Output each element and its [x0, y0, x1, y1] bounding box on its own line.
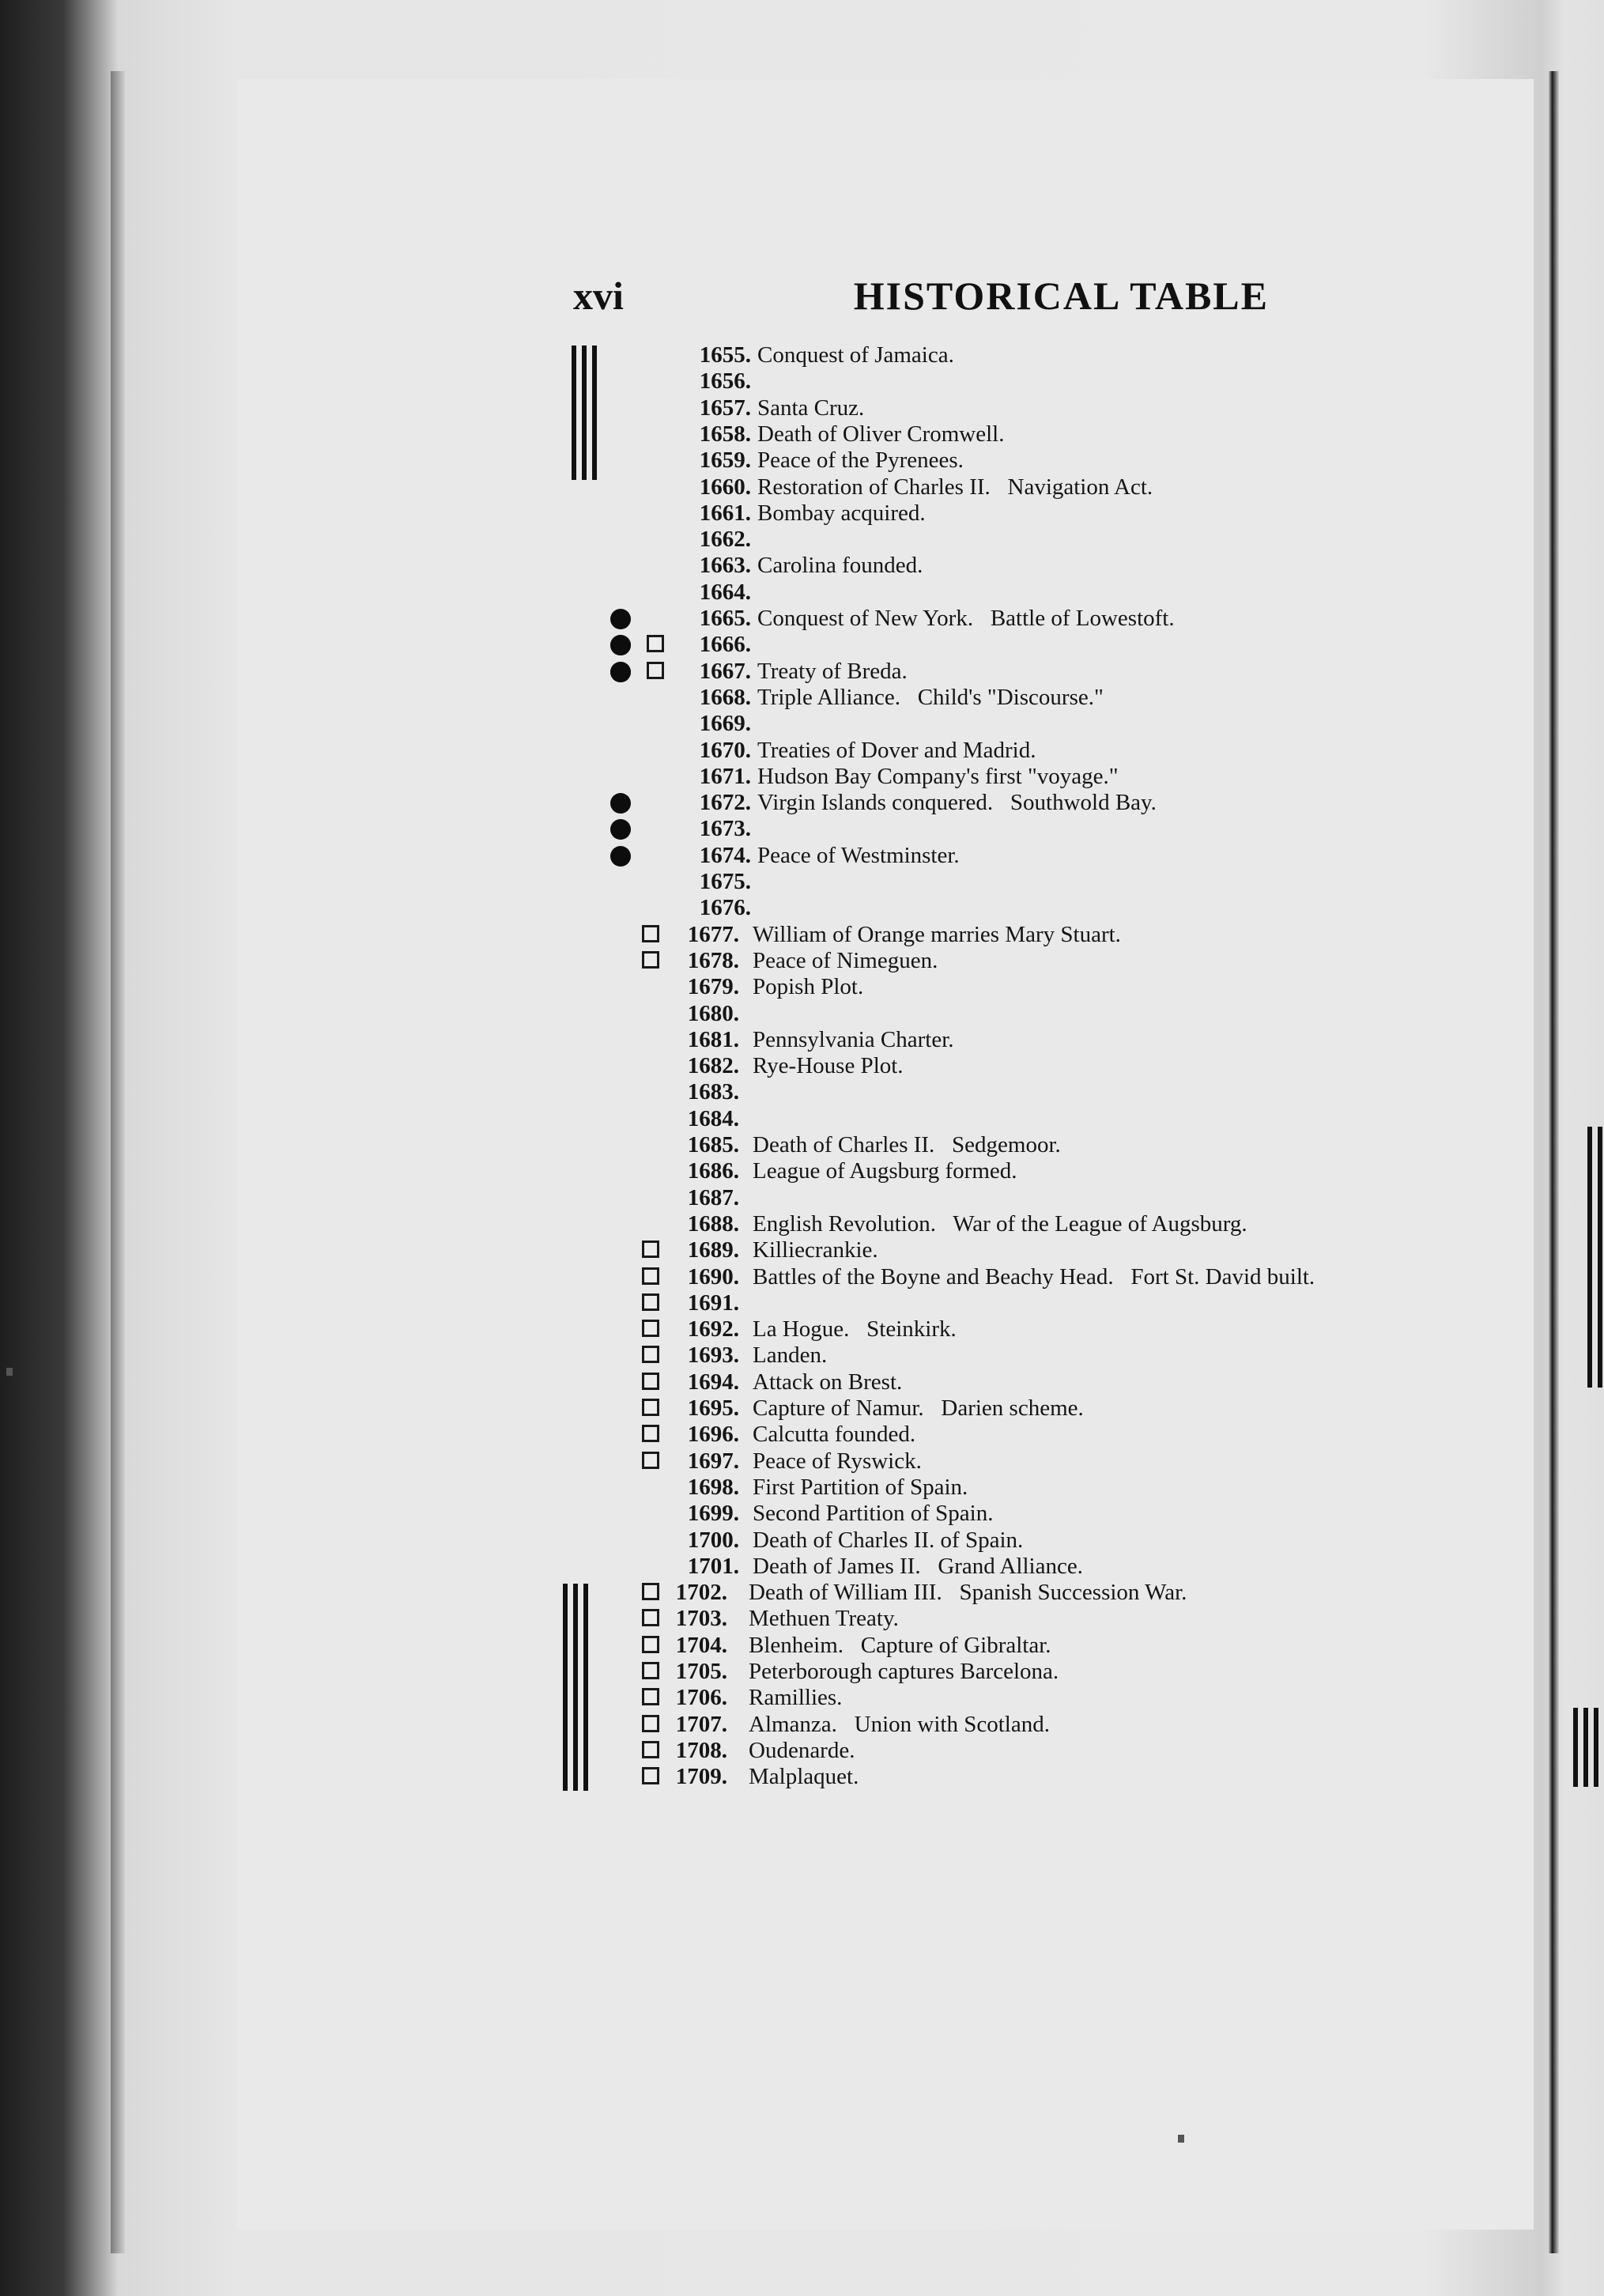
table-row	[0, 447, 1604, 474]
event-text: Hudson Bay Company's first "voyage."	[757, 763, 1119, 789]
year: 1655.	[699, 342, 751, 368]
table-row	[0, 1475, 1604, 1501]
event-text: Blenheim. Capture of Gibraltar.	[749, 1632, 1051, 1658]
event-text: Methuen Treaty.	[749, 1606, 899, 1632]
event-text: Capture of Namur. Darien scheme.	[753, 1395, 1084, 1421]
year: 1673.	[699, 816, 751, 842]
event-text: Landen.	[753, 1342, 828, 1369]
open-square-icon	[642, 951, 659, 969]
open-square-icon	[642, 1241, 659, 1258]
table-row	[0, 1027, 1604, 1053]
table-row	[0, 1606, 1604, 1632]
year: 1686.	[687, 1158, 739, 1184]
event-text: Triple Alliance. Child's "Discourse."	[757, 684, 1104, 710]
year: 1705.	[675, 1659, 727, 1684]
table-row	[0, 553, 1604, 579]
year: 1678.	[687, 947, 739, 973]
open-square-icon	[642, 1267, 659, 1285]
table-row	[0, 395, 1604, 421]
year: 1702.	[675, 1580, 727, 1606]
year: 1707.	[675, 1711, 727, 1737]
year: 1691.	[687, 1290, 739, 1316]
filled-circle-icon	[610, 662, 631, 682]
vertical-rule-marker	[572, 346, 597, 480]
table-row	[0, 738, 1604, 764]
table-row	[0, 869, 1604, 895]
event-text: William of Orange marries Mary Stuart.	[753, 921, 1121, 947]
scan-speck	[1178, 2135, 1184, 2143]
table-row	[0, 1448, 1604, 1475]
event-text: English Revolution. War of the League of Augsburg.	[753, 1210, 1247, 1237]
event-text: Second Partition of Spain.	[753, 1501, 994, 1527]
table-row	[0, 1738, 1604, 1764]
table-row	[0, 1422, 1604, 1448]
year: 1675.	[699, 869, 751, 894]
event-text: La Hogue. Steinkirk.	[753, 1316, 957, 1342]
year: 1706.	[675, 1685, 727, 1711]
event-text: League of Augsburg formed.	[753, 1158, 1017, 1184]
vertical-rule-marker	[1587, 1127, 1602, 1388]
year: 1667.	[699, 658, 751, 684]
table-row	[0, 843, 1604, 869]
open-square-icon	[642, 925, 659, 942]
year: 1701.	[687, 1553, 739, 1579]
open-square-icon	[647, 635, 664, 652]
table-row	[0, 1528, 1604, 1554]
open-square-icon	[642, 1346, 659, 1363]
table-row	[0, 816, 1604, 842]
event-text: Battles of the Boyne and Beachy Head. Fort St. David built.	[753, 1263, 1315, 1290]
year: 1657.	[699, 395, 751, 421]
event-text: Death of Oliver Cromwell.	[757, 421, 1005, 447]
event-text: Death of Charles II. Sedgemoor.	[753, 1132, 1061, 1157]
filled-circle-icon	[610, 846, 631, 867]
open-square-icon	[642, 1293, 659, 1311]
year: 1687.	[687, 1184, 739, 1210]
event-text: Santa Cruz.	[757, 395, 865, 421]
event-text: Conquest of New York. Battle of Lowestoft.	[757, 606, 1175, 631]
table-row	[0, 1237, 1604, 1263]
year: 1670.	[699, 737, 751, 763]
vertical-rule-marker	[563, 1584, 588, 1791]
page-title: HISTORICAL TABLE	[853, 274, 1269, 318]
vertical-rule-marker	[1573, 1708, 1598, 1787]
year: 1699.	[687, 1501, 739, 1527]
event-text: Treaty of Breda.	[757, 658, 908, 684]
table-row	[0, 1001, 1604, 1027]
table-row	[0, 1342, 1604, 1369]
event-text: Oudenarde.	[749, 1737, 855, 1763]
filled-circle-icon	[610, 793, 631, 814]
table-row	[0, 1501, 1604, 1527]
year: 1685.	[687, 1132, 739, 1157]
event-text: Pennsylvania Charter.	[753, 1026, 954, 1052]
year: 1681.	[687, 1026, 739, 1052]
filled-circle-icon	[610, 635, 631, 655]
table-row	[0, 474, 1604, 500]
table-row	[0, 895, 1604, 921]
event-text: Popish Plot.	[753, 974, 864, 1000]
table-row	[0, 1264, 1604, 1290]
year: 1669.	[699, 711, 751, 737]
table-row	[0, 1316, 1604, 1342]
table-row	[0, 1369, 1604, 1395]
event-text: Peace of Ryswick.	[753, 1448, 922, 1474]
table-row	[0, 421, 1604, 447]
page-number: xvi	[573, 274, 624, 318]
table-row	[0, 659, 1604, 685]
year: 1697.	[687, 1448, 739, 1474]
year: 1683.	[687, 1079, 739, 1105]
event-text: Killiecrankie.	[753, 1237, 878, 1263]
table-row	[0, 1185, 1604, 1211]
year: 1693.	[687, 1342, 739, 1369]
event-text: Carolina founded.	[757, 553, 923, 579]
table-row	[0, 790, 1604, 816]
event-text: Conquest of Jamaica.	[757, 342, 954, 368]
event-text: Attack on Brest.	[753, 1369, 903, 1395]
event-text: Death of Charles II. of Spain.	[753, 1527, 1024, 1553]
table-row	[0, 1079, 1604, 1105]
year: 1692.	[687, 1316, 739, 1342]
table-row	[0, 1053, 1604, 1079]
event-text: Death of William III. Spanish Succession War.	[749, 1580, 1187, 1606]
event-text: Peterborough captures Barcelona.	[749, 1659, 1059, 1684]
open-square-icon	[642, 1373, 659, 1390]
event-text: Almanza. Union with Scotland.	[749, 1711, 1050, 1737]
table-row	[0, 1106, 1604, 1132]
year: 1660.	[699, 474, 751, 500]
table-row	[0, 1659, 1604, 1685]
event-text: Peace of Nimeguen.	[753, 947, 938, 973]
table-row	[0, 1132, 1604, 1158]
year: 1684.	[687, 1105, 739, 1131]
year: 1665.	[699, 606, 751, 631]
table-row	[0, 1685, 1604, 1711]
table-row	[0, 527, 1604, 553]
open-square-icon	[642, 1320, 659, 1337]
year: 1708.	[675, 1737, 727, 1763]
year: 1671.	[699, 763, 751, 789]
year: 1656.	[699, 368, 751, 395]
filled-circle-icon	[610, 609, 631, 629]
year: 1698.	[687, 1474, 739, 1500]
year: 1674.	[699, 842, 751, 868]
table-row	[0, 368, 1604, 395]
table-row	[0, 1712, 1604, 1738]
year: 1661.	[699, 500, 751, 526]
open-square-icon	[647, 662, 664, 679]
table-row	[0, 1764, 1604, 1790]
year: 1703.	[675, 1606, 727, 1632]
table-row	[0, 764, 1604, 790]
open-square-icon	[642, 1452, 659, 1469]
event-text: Calcutta founded.	[753, 1422, 916, 1448]
year: 1679.	[687, 974, 739, 1000]
year: 1659.	[699, 447, 751, 474]
open-square-icon	[642, 1399, 659, 1416]
table-row	[0, 1158, 1604, 1184]
event-text: Peace of the Pyrenees.	[757, 447, 964, 474]
year: 1694.	[687, 1369, 739, 1395]
year: 1668.	[699, 684, 751, 710]
year: 1664.	[699, 579, 751, 605]
table-row	[0, 1580, 1604, 1606]
year: 1672.	[699, 790, 751, 816]
table-row	[0, 922, 1604, 948]
table-row	[0, 1633, 1604, 1659]
year: 1658.	[699, 421, 751, 447]
event-text: Bombay acquired.	[757, 500, 926, 526]
table-row	[0, 974, 1604, 1000]
year: 1663.	[699, 553, 751, 579]
year: 1700.	[687, 1527, 739, 1553]
event-text: First Partition of Spain.	[753, 1474, 968, 1500]
table-row	[0, 685, 1604, 711]
event-text: Restoration of Charles II. Navigation Act.	[757, 474, 1153, 500]
year: 1676.	[699, 895, 751, 921]
year: 1666.	[699, 632, 751, 658]
year: 1695.	[687, 1395, 739, 1421]
table-row	[0, 580, 1604, 606]
event-text: Treaties of Dover and Madrid.	[757, 737, 1036, 763]
year: 1662.	[699, 527, 751, 553]
table-row	[0, 1211, 1604, 1237]
event-text: Ramillies.	[749, 1685, 843, 1711]
table-row	[0, 500, 1604, 527]
year: 1696.	[687, 1422, 739, 1448]
event-text: Malplaquet.	[749, 1764, 859, 1790]
year: 1677.	[687, 921, 739, 947]
table-row	[0, 948, 1604, 974]
table-row	[0, 1395, 1604, 1422]
event-text: Rye-House Plot.	[753, 1053, 904, 1079]
event-text: Virgin Islands conquered. Southwold Bay.	[757, 790, 1157, 816]
year: 1690.	[687, 1263, 739, 1290]
table-row	[0, 711, 1604, 737]
filled-circle-icon	[610, 819, 631, 840]
year: 1704.	[675, 1632, 727, 1658]
year: 1688.	[687, 1210, 739, 1237]
year: 1682.	[687, 1053, 739, 1079]
year: 1709.	[675, 1764, 727, 1790]
event-text: Death of James II. Grand Alliance.	[753, 1553, 1083, 1579]
scan-speck	[6, 1368, 13, 1376]
open-square-icon	[642, 1425, 659, 1442]
table-row	[0, 342, 1604, 368]
table-row	[0, 1290, 1604, 1316]
table-row	[0, 632, 1604, 658]
table-row	[0, 606, 1604, 632]
year: 1680.	[687, 1000, 739, 1026]
year: 1689.	[687, 1237, 739, 1263]
table-row	[0, 1554, 1604, 1580]
event-text: Peace of Westminster.	[757, 842, 960, 868]
